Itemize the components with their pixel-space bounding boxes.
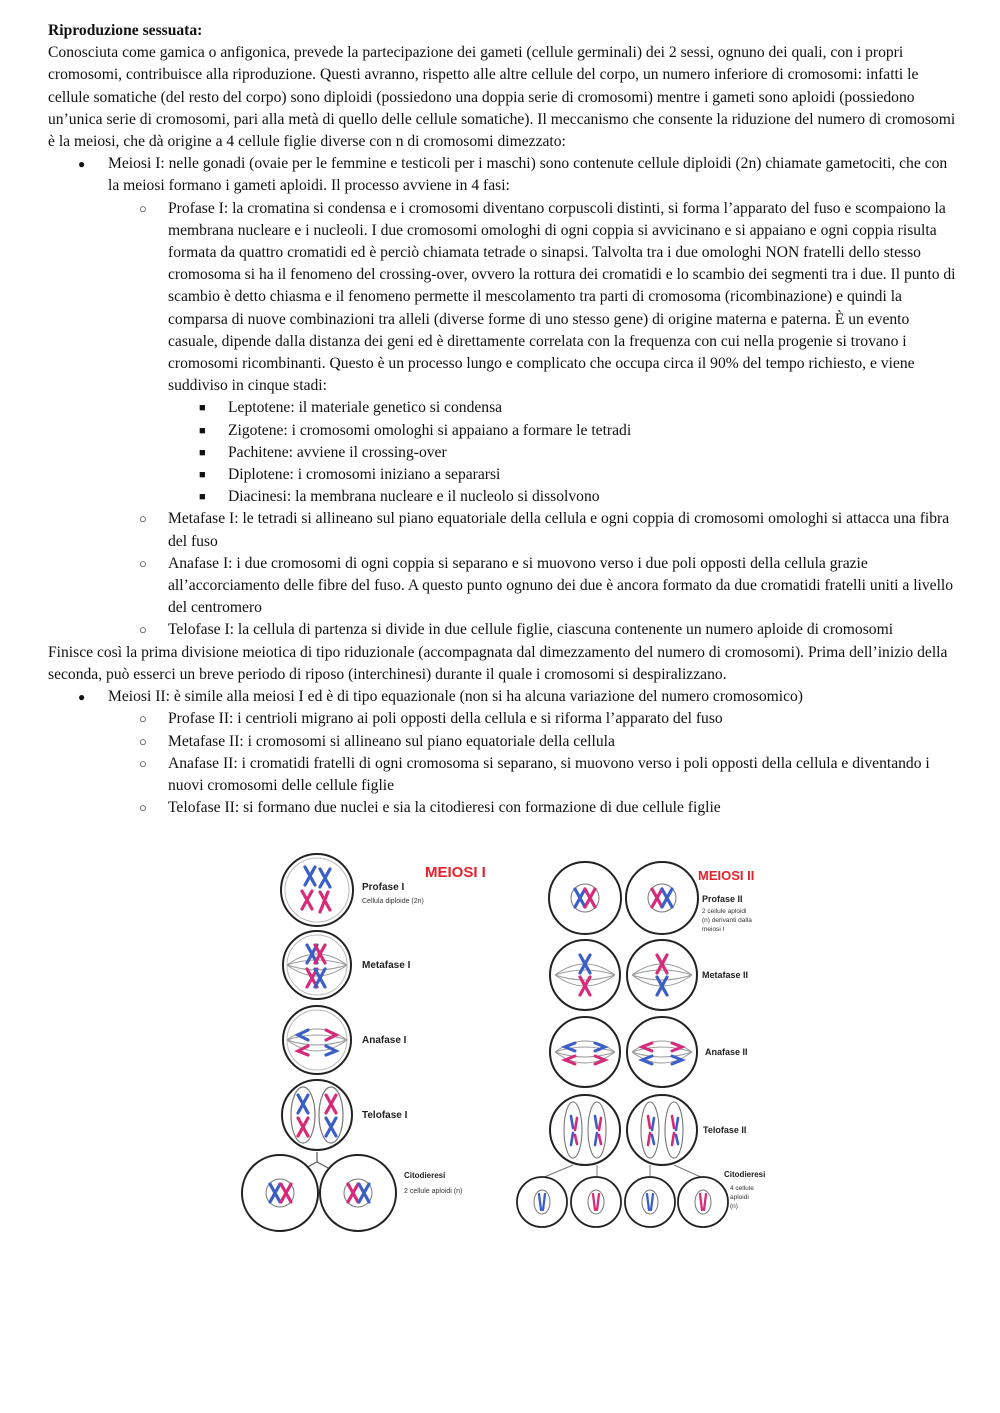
m2-profase-sub-line: 2 cellule aploidi: [702, 908, 747, 915]
stage-item: ■ Leptotene: il materiale genetico si condensa: [168, 397, 958, 419]
telofase1-item: ○ Telofase I: la cellula di partenza si divide in due cellule figlie, ciascuna contenente un numero aploide di cromosomi: [108, 619, 958, 641]
interlude-paragraph: Finisce così la prima divisione meiotica di tipo riduzionale (accompagnata dal dimezzamento del numero di cromosomi). Prima dell’inizio della seconda, può esserci un breve periodo di riposo (interchinesi) durante il quale i cromosomi si despiralizzano.: [48, 643, 948, 683]
meiosis-diagram: [240, 840, 770, 1235]
m1-anafase-cell: [283, 1006, 351, 1074]
m2-citodieresi-sub-line: (n): [730, 1203, 738, 1210]
m1-citodieresi-label: Citodieresi: [404, 1171, 446, 1180]
m1-citodieresi-sub: 2 cellule aploidi (n): [404, 1188, 463, 1195]
meiosi1-item: [48, 153, 958, 641]
meiosi1-phases: [108, 198, 958, 642]
meiosi2-item: [48, 686, 958, 819]
stage-item: ■ Diplotene: i cromosomi iniziano a separarsi: [168, 464, 958, 486]
m2-citodieresi-sub-line: 4 cellule: [730, 1185, 754, 1192]
m1-daughter-cell-right: [320, 1155, 396, 1231]
stage-item: ■ Diacinesi: la membrana nucleare e il nucleolo si dissolvono: [168, 486, 958, 508]
stage-item: ■ Pachitene: avviene il crossing-over: [168, 442, 958, 464]
meiosis2-list: [48, 686, 958, 819]
phase-item: ○ Metafase II: i cromosomi si allineano sul piano equatoriale della cellula: [108, 731, 958, 753]
document-page: [48, 20, 958, 819]
m2-anafase-label: Anafase II: [705, 1047, 748, 1057]
intro-paragraph: Conosciuta come gamica o anfigonica, prevede la partecipazione dei gameti (cellule germinali) dei 2 sessi, ognuno dei quali, con i propri cromosomi, contribuisce alla riproduzione. Questi avranno, rispetto alle altre cellule del corpo, un numero inferiore di cromosomi: infatti le cellule somatiche (del resto del corpo) sono diploidi (possiedono una doppia serie di cromosomi) mentre i gameti sono aploidi (possiedono un’unica serie di cromosomi, pari alla metà di quello delle cellule somatiche). Il meccanismo che consente la riduzione del numero di cromosomi è la meiosi, che dà origine a 4 cellule figlie diverse con n di cromosomi dimezzato:: [48, 44, 956, 151]
phase-item: ○ Anafase II: i cromatidi fratelli di ogni cromosoma si separano, si muovono verso i poli opposti della cellula e diventando i nuovi cromosomi delle cellule figlie: [108, 753, 958, 797]
m1-daughter-cell-left: [242, 1155, 318, 1231]
meiosi1-title: MEIOSI I: [425, 864, 486, 881]
m2-final-cells: [517, 1177, 728, 1227]
meiosi2-phases: [108, 708, 958, 819]
m2-citodieresi-label: Citodieresi: [724, 1170, 766, 1179]
section-title: Riproduzione sessuata:: [48, 22, 203, 39]
metafase1-item: ○ Metafase I: le tetradi si allineano sul piano equatoriale della cellula e ogni coppia di cromosomi omologhi si attacca una fibra del fuso: [108, 508, 958, 552]
meiosi1-text: Meiosi I: nelle gonadi (ovaie per le femmine e testicoli per i maschi) sono contenute cellule diploidi (2n) chiamate gametociti, che con la meiosi formano i gameti aploidi. Il processo avviene in 4 fasi:: [108, 155, 948, 195]
m2-metafase-label: Metafase II: [702, 970, 749, 980]
m2-citodieresi-sub-line: aploidi: [730, 1194, 749, 1201]
meiosi2-text: Meiosi II: è simile alla meiosi I ed è di tipo equazionale (non si ha alcuna variazione del numero cromosomico): [108, 688, 803, 706]
m1-profase-label: Profase I: [362, 882, 405, 893]
m1-metafase-cell: [283, 931, 351, 999]
m2-metafase-cells: [550, 940, 697, 1010]
profase1-text: Profase I: la cromatina si condensa e i cromosomi diventano corpuscoli distinti, si forma l’apparato del fuso e scompaiono la membrana nucleare e i nucleoli. I due cromosomi omologhi di ogni coppia si avvicinano e si appaiano e ogni coppia risulta formata da quattro cromatidi ed è perciò chiamata tetrade o sinapsi. Talvolta tra i due omologhi NON fratelli dello stesso cromosoma si ha il fenomeno del crossing-over, ovvero la rottura dei cromatidi e lo scambio dei segmenti tra i due. Il punto di scambio è detto chiasma e il fenomeno permette il mescolamento tra parti di cromosoma (ricombinazione) e quindi la comparsa di nuove combinazioni tra alleli (diverse forme di uno stesso gene) di origine materna e paterna. È un evento casuale, dipende dalla distanza dei geni ed è direttamente correlata con la frequenza con cui nella progenie si trovano i cromosomi ricombinanti. Questo è un processo lungo e complicato che occupa circa il 90% del tempo richiesto, e viene suddiviso in cinque stadi:: [168, 199, 956, 395]
profase1-item: [108, 198, 958, 509]
stage-item: ■ Zigotene: i cromosomi omologhi si appaiano a formare le tetradi: [168, 420, 958, 442]
phase-item: ○ Profase II: i centrioli migrano ai poli opposti della cellula e si riforma l’apparato del fuso: [108, 708, 958, 730]
meiosis-list: [48, 153, 958, 641]
m2-telofase-label: Telofase II: [703, 1125, 747, 1135]
m2-profase-sub-line: meiosi I: [702, 926, 725, 933]
m1-anafase-label: Anafase I: [362, 1035, 407, 1046]
anafase1-item: ○ Anafase I: i due cromosomi di ogni coppia si separano e si muovono verso i due poli opposti della cellula grazie all’accorciamento delle fibre del fuso. A questo punto ognuno dei due è ancora formato da due cromatidi fratelli uniti a livello del centromero: [108, 553, 958, 620]
m1-profase-sub: Cellula diploide (2n): [362, 898, 424, 905]
m2-anafase-cells: [550, 1017, 697, 1087]
m1-telofase-cell: [282, 1080, 352, 1150]
meiosi2-title: MEIOSI II: [698, 868, 755, 883]
m2-profase-label: Profase II: [702, 894, 743, 904]
m2-profase-cells: [549, 862, 698, 934]
m2-telofase-cells: [550, 1095, 697, 1165]
m1-profase-cell: [281, 854, 353, 926]
m1-telofase-label: Telofase I: [362, 1110, 408, 1121]
m1-metafase-label: Metafase I: [362, 960, 411, 971]
phase-item: ○ Telofase II: si formano due nuclei e sia la citodieresi con formazione di due cellule figlie: [108, 797, 958, 819]
profase-stages: [168, 397, 958, 508]
m2-profase-sub-line: (n) derivanti dalla: [702, 917, 752, 924]
